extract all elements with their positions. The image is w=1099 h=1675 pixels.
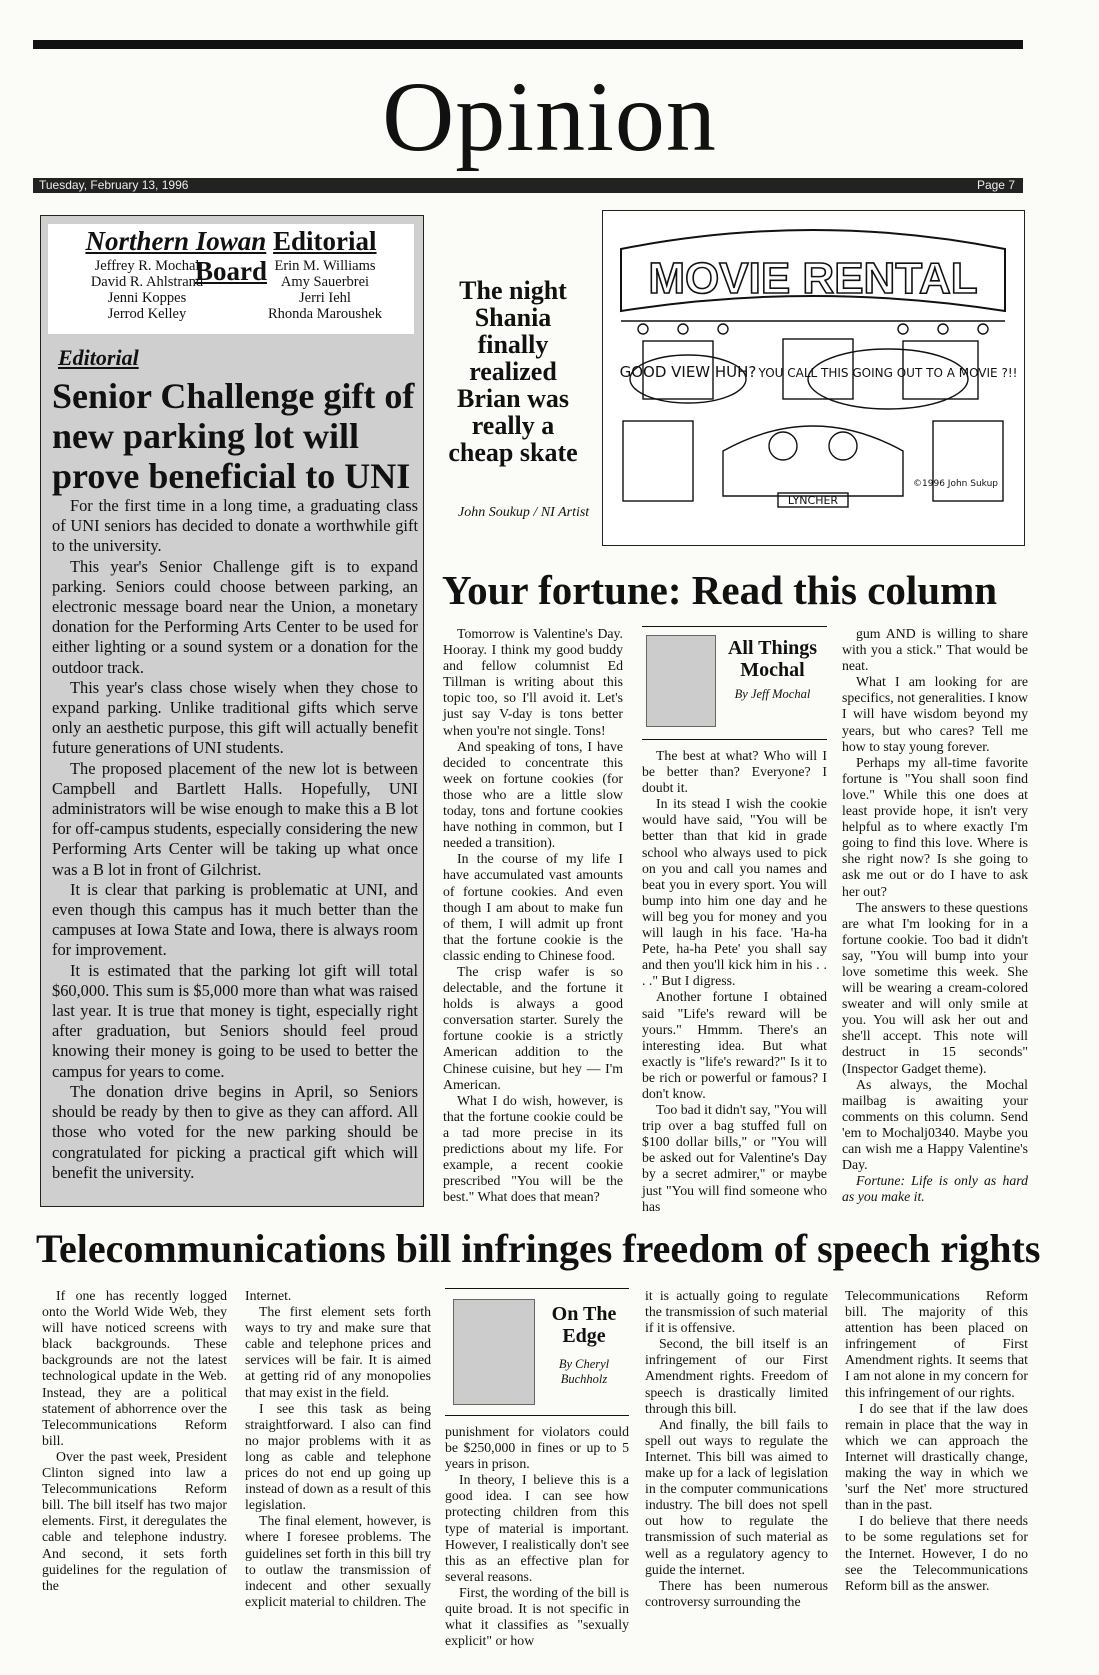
paragraph: First, the wording of the bill is quite broad. It is not specific in what it classifies as "sexually explicit" or how — [445, 1584, 629, 1649]
paragraph: it is actually going to regulate the transmission of such material if it is offensive. — [645, 1288, 828, 1336]
fortune-byline-box — [642, 626, 827, 740]
paper-name: Northern Iowan — [85, 226, 267, 256]
board-name: Jenni Koppes — [107, 290, 187, 306]
fortune-byline: By Jeff Mochal — [734, 687, 811, 701]
telecom-column-1 — [42, 1288, 227, 1594]
paragraph: The crisp wafer is so delectable, and the fortune it holds is always a good conversation starter. Surely the fortune cookie is a strictly American addition to the Chinese cuisine, but hey — I'm American. — [443, 963, 623, 1092]
telecom-column-3 — [445, 1424, 629, 1649]
paragraph: Over the past week, President Clinton signed into law a Telecommunications Reform bill. The bill itself has two major elements. First, it deregulates the cable and telephone industry. And second, it sets forth guidelines for the regulation of the — [42, 1448, 227, 1593]
fortune-column-1 — [443, 626, 623, 1205]
paragraph: In its stead I wish the cookie would have said, "You will be better than that kid in grade school who always used to pick on you and call you names and beat you in every sport. You will bump into him one day and he will beg you for money and you will laugh in his face. 'Ha-ha Pete, ha-ha Pete' you shall say and then you'll kick him in his . . . ." But I digress. — [642, 796, 827, 989]
paragraph: Another fortune I obtained said "Life's reward will be yours." Hmmm. There's an interesting idea. But what exactly is "life's reward?" Is it to be rich or powerful or famous? I don't know. — [642, 989, 827, 1101]
board-name: Amy Sauerbrei — [280, 274, 370, 290]
paragraph: The best at what? Who will I be better than? Everyone? I doubt it. — [642, 748, 827, 796]
paragraph: There has been numerous controversy surrounding the — [645, 1577, 828, 1609]
paragraph: Second, the bill itself is an infringement of our First Amendment rights. Freedom of speech is drastically limited through this bill. — [645, 1336, 828, 1416]
fortune-column-name: All Things Mochal — [727, 637, 818, 681]
cartoon-drawing — [603, 211, 1024, 545]
board-name: Jerri Iehl — [299, 290, 351, 306]
paragraph: gum AND is willing to share with you a stick." That would be neat. — [842, 626, 1028, 674]
fortune-headline: Your fortune: Read this column — [442, 567, 998, 613]
paragraph: Too bad it didn't say, "You will trip over a bag stuffed full on $100 dollar bills," or "You will be asked out for Valentine's Day by a secret admirer," or maybe just "You will find someone who has — [642, 1102, 827, 1214]
editorial-headline: Senior Challenge gift of new parking lot will prove beneficial to UNI — [52, 376, 415, 496]
telecom-column-2 — [245, 1288, 431, 1610]
paragraph: I see this task as being straightforward. I also can find no major problems with it as long as cable and telephone prices do not end up going up instead of down as a result of this legislation. — [245, 1400, 431, 1513]
telecom-column-5 — [845, 1288, 1028, 1594]
board-name: Erin M. Williams — [274, 258, 376, 274]
masthead: Opinion — [382, 61, 717, 172]
telecom-column-name: On The Edge — [551, 1303, 617, 1347]
paragraph: Internet. — [245, 1288, 292, 1303]
cartoon-sign: MOVIE RENTAL — [648, 254, 978, 303]
paragraph: And finally, the bill fails to spell out ways to regulate the Internet. This bill was aimed to make up for a lack of legislation in the computer communications industry. The bill does not spell out how to regulate the transmission of such material as well as a regulatory agency to guide the internet. — [645, 1416, 828, 1577]
paragraph: The donation drive begins in April, so Seniors should be ready by then to give as they can afford. All those who voted for the new parking should be congratulated for picking a practical gift which will benefit the university. — [52, 1081, 418, 1182]
cartoon-bubble-left: GOOD VIEW HUH? — [619, 363, 757, 381]
editorial-body — [52, 496, 418, 1183]
cartoon-bubble-right: YOU CALL THIS GOING OUT TO A MOVIE ?!! — [758, 366, 1018, 380]
paragraph: It is clear that parking is problematic at UNI, and even though this campus has it much better than the campuses at Iowa State and Iowa, there is always room for improvement. — [52, 879, 418, 960]
issue-date: Tuesday, February 13, 1996 — [39, 178, 189, 192]
board-name: Jeffrey R. Mochal — [94, 258, 200, 274]
board-name: David R. Ahlstrand — [90, 274, 204, 290]
fortune-tagline: Fortune: Life is only as hard as you make it. — [842, 1173, 1028, 1205]
page-number: Page 7 — [976, 178, 1015, 192]
cartoon-illustration — [602, 210, 1025, 546]
paragraph: For the first time in a long time, a graduating class of UNI seniors has decided to donate a worthwhile gift to the university. — [52, 496, 418, 556]
paragraph: If one has recently logged onto the World Wide Web, they will have noticed screens with black backgrounds. These backgrounds are not the latest technological update in the Web. Instead, they are a political statement of abhorrence over the Telecommunications Reform bill. — [42, 1288, 227, 1448]
paragraph: The first element sets forth ways to try and make sure that cable and telephone prices and services will be fair. It is aimed at getting rid of any monopolies that may exist in the field. — [245, 1304, 431, 1400]
telecom-byline: By Cheryl Buchholz — [558, 1357, 610, 1386]
cartoon-caption: The night Shania finally realized Brian was really a cheap skate — [448, 276, 578, 467]
paragraph: And speaking of tons, I have decided to concentrate this week on fortune cookies (for those who are a little slow today, tons and fortune cookies have nothing in common, but I needed a transition). — [443, 738, 623, 851]
telecom-column-4 — [645, 1288, 828, 1610]
top-rule — [33, 40, 1023, 49]
paragraph: Tomorrow is Valentine's Day. Hooray. I think my good buddy and fellow columnist Ed Tillman is writing about this topic too, so I'll avoid it. Let's just say V-day is tons better when you're not single. Tons! — [443, 626, 623, 738]
board-name: Jerrod Kelley — [107, 306, 187, 322]
paragraph: This year's Senior Challenge gift is to expand parking. Seniors could choose between parking, an electronic message board near the Union, a monetary donation for the Performing Arts Center to be used for either lighting or a sound system or a donation for the outdoor track. — [52, 556, 418, 677]
editorial-label: Editorial — [58, 345, 139, 370]
columnist-photo — [453, 1299, 535, 1405]
paragraph: I do see that if the law does remain in place that the way in which we can approach the Internet will drastically change, making the way in which we 'surf the Net' more structured than in the past. — [845, 1400, 1028, 1513]
paragraph: I do believe that there needs to be some regulations set for the Internet. However, I do no see the Telecommunications Reform bill as the answer. — [845, 1513, 1028, 1593]
paragraph: punishment for violators could be $250,000 in fines or up to 5 years in prison. — [445, 1424, 629, 1472]
board-names-right — [240, 258, 410, 322]
paragraph: What I do wish, however, is that the fortune cookie could be a tad more precise in its predictions about my life. For example, a recent cookie prescribed "You will be the best." What does that mean? — [443, 1092, 623, 1205]
cartoon-credit: John Soukup / NI Artist — [458, 505, 590, 520]
board-title: Editorial Board — [194, 226, 377, 286]
board-names-left — [62, 258, 232, 322]
paragraph: As always, the Mochal mailbag is awaiting your comments on this column. Send 'em to Mochalj0340. Maybe you can wish me a Happy Valentine's Day. — [842, 1076, 1028, 1173]
fortune-column-2 — [642, 748, 827, 1215]
cartoon-signature: ©1996 John Sukup — [913, 479, 998, 489]
fortune-column-3 — [842, 626, 1028, 1205]
paragraph: In theory, I believe this is a good idea. I can see how protecting children from this type of material is important. However, I realistically don't see this as an effective plan for several reasons. — [445, 1472, 629, 1584]
cartoon-plate: LYNCHER — [787, 494, 839, 507]
paragraph: Perhaps my all-time favorite fortune is "You shall soon find love." While this one does at least provide hope, it isn't very helpful as to where exactly I'm going to find this love. Where is she right now? Is she going to ask me out or do I have to ask her out? — [842, 754, 1028, 899]
telecom-byline-box — [445, 1288, 629, 1416]
board-name: Rhonda Maroushek — [268, 306, 382, 322]
paragraph: This year's class chose wisely when they chose to expand parking. Unlike traditional gifts which serve only an aesthetic purpose, this gift will actually benefit future generations of UNI students. — [52, 677, 418, 758]
date-bar — [33, 178, 1023, 193]
columnist-photo — [646, 635, 716, 727]
paragraph: What I am looking for are specifics, not generalities. I know I will have wisdom beyond my years, but who cares? Tell me how to stay young forever. — [842, 674, 1028, 754]
paragraph: The answers to these questions are what I'm looking for in a fortune cookie. Too bad it didn't say, "You will bump into your love sometime this week. She will be wearing a cream-colored sweater and will only smile at you. You will ask her out and she'll accept. This note will destruct in 15 seconds" (Inspector Gadget theme). — [842, 899, 1028, 1076]
telecom-headline: Telecommunications bill infringes freedom of speech rights — [36, 1226, 1041, 1271]
paragraph: It is estimated that the parking lot gift will total $60,000. This sum is $5,000 more than what was raised last year. It is true that money is tight, especially right after graduation, but Seniors should feel proud knowing their money is going to be used to better the campus for years to come. — [52, 960, 418, 1081]
paragraph: The final element, however, is where I foresee problems. The guidelines set forth in this bill try to outlaw the transmission of indecent and other sexually explicit material to children. The — [245, 1513, 431, 1609]
paragraph: Telecommunications Reform bill. The majority of this attention has been placed on infringement of First Amendment rights. It seems that I am not alone in my concern for this infringement of our rights. — [845, 1288, 1028, 1400]
paragraph: The proposed placement of the new lot is between Campbell and Bartlett Halls. Hopefully, UNI administrators will be wise enough to make this a B lot for off-campus students, especially considering the new Performing Arts Center will be taking up what once was a B lot in front of Gilchrist. — [52, 758, 418, 879]
paragraph: In the course of my life I have accumulated vast amounts of fortune cookies. And even though I am about to make fun of them, I will admit up front that the fortune cookie is the classic ending to Chinese food. — [443, 851, 623, 963]
